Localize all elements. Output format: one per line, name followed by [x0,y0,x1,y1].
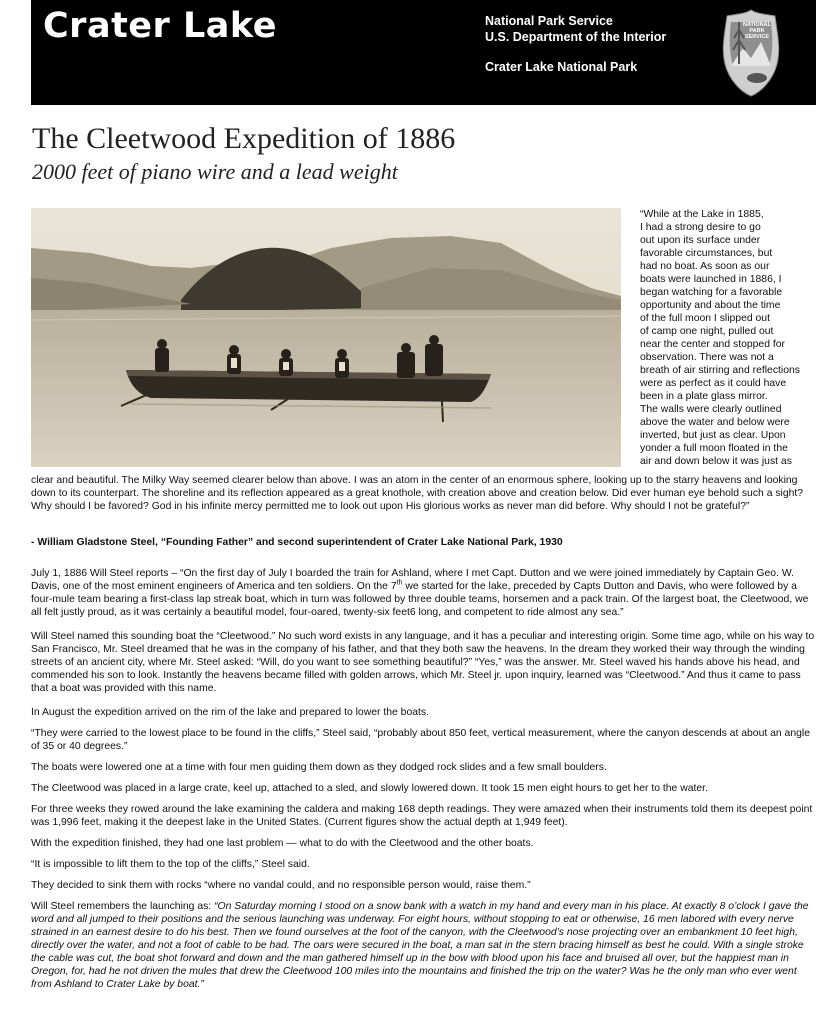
quote-line: above the water and below were [640,417,790,428]
quote-line: began watching for a favorable [640,287,783,298]
quote-line: near the center and stopped for [640,339,785,350]
quote-line: breath of air stirring and reflections [640,365,800,376]
paragraph-text: July 1, 1886 Will Steel reports – “On the first day of July I boarded the train for Ashland, where I met Capt. Dutton and we were joined immediately by Captain Geo. W. Davis, one of the most eminent engineers of America and ten soldiers. On the 7 [31,568,794,592]
unit-name: Crater Lake National Park [485,60,638,74]
paragraph-launching [31,900,819,991]
quote-attribution: - William Gladstone Steel, “Founding Father” and second superintendent of Crater Lake National Park, 1930 [31,537,563,548]
logo-text-3: SERVICE [744,34,770,40]
quote-side-column [640,208,818,468]
expedition-photo [31,208,621,467]
paragraph-depth: For three weeks they rowed around the lake examining the caldera and making 168 depth readings. They were amazed when their instruments told them its deepest point was 1,996 feet, making it the deepest lake in the United States. (Current figures show the actual depth at 1,949 feet). [31,804,813,828]
quote-line: opportunity and about the time [640,300,781,311]
article-title: The Cleetwood Expedition of 1886 [32,122,456,155]
paragraph-impossible: “It is impossible to lift them to the top of the cliffs,” Steel said. [31,859,310,870]
article-body [31,567,819,999]
quote-line: out upon its surface under [640,235,761,246]
paragraph-text: we started for the lake, preceded by Capts Dutton and Davis, who were followed by a four-mule team bearing a first-class lap streak boat, which in turn was followed by three double teams, horsemen and a pack train. Of the largest boat, the Cleetwood, we all felt justly proud, as it was certainly a beautiful model, four-oared, twenty-six feet6 long, and competent to ride almost any sea.” [31,581,809,618]
quote-line: boats were launched in 1886, I [640,274,782,285]
park-name: Crater Lake [43,6,277,46]
quote-line: been in a plate glass mirror. [640,391,768,402]
quote-line: favorable circumstances, but [640,248,773,259]
quote-line: were as perfect as it could have [640,378,787,389]
paragraph-arrival: In August the expedition arrived on the rim of the lake and prepared to lower the boats. [31,707,429,718]
quote-line: air and down below it was just as [640,456,792,467]
quote-line: “While at the Lake in 1885, [640,209,764,220]
paragraph-lowering: The boats were lowered one at a time with four men guiding them down as they dodged rock slides and a few small boulders. [31,762,607,773]
quote-line: of the full moon I slipped out [640,313,770,324]
paragraph-sink: They decided to sink them with rocks “where no vandal could, and no responsible person would, raise them.” [31,880,531,891]
superscript: th [396,579,403,587]
paragraph-train [31,567,819,619]
quote-line: The walls were clearly outlined [640,404,782,415]
launch-quote: “On Saturday morning I stood on a snow bank with a watch in my hand and every man in his place. At exactly 8 o’clock I gave the word and all jumped to their positions and the serious launching was underway. For eight hours, without stopping to eat or otherwise, 16 men labored with every nerve strained in an earnest desire to do his best. Then we found ourselves at the foot of the canyon, with the Cleetwood’s nose projecting over an embankment 10 feet high, directly over the water, and not a foot of cable to be had. The oars were secured in the boat, a man sat in the stern bracing himself as best he could. With a single stroke the cable was cut, the boat shot forward and down and the man gathered himself up in the bow with blood upon his face and bruised all over, but the happiest man in Oregon, for, had he not driven the mules that drew the Cleetwood 100 miles into the mountains and finished the trip on the water? Was he the only man who ever went from Ashland to Crater Lake by boat.” [31,901,809,990]
quote-continued: clear and beautiful. The Milky Way seemed clearer below than above. I was an atom in the center of an enormous sphere, looking up to the starry heavens and looking down to its counterpart. The shoreline and its reflection appeared as a great knothole, with creation above and creation below. Did ever human eye behold such a sight? Why should I be favored? God in his infinite mercy permitted me to look out upon His glorious works as never man did before. Why should I not be grateful?” [31,475,804,512]
quote-line: inverted, but just as clear. Upon [640,430,786,441]
quote-line: had no boat. As soon as our [640,261,770,272]
quote-line: I had a strong desire to go [640,222,761,233]
paragraph-problem: With the expedition finished, they had one last problem — what to do with the Cleetwood and the other boats. [31,838,534,849]
agency-line-1: National Park Service [485,14,613,28]
logo-text-1: NATIONAL [742,22,772,28]
nps-arrowhead-logo [719,8,783,98]
agency-line-2: U.S. Department of the Interior [485,30,667,44]
logo-text-2: PARK [749,28,765,34]
paragraph-text: Will Steel remembers the launching as: [31,901,215,912]
agency-block [485,13,666,45]
paragraph-naming: Will Steel named this sounding boat the “Cleetwood.” No such word exists in any language, and it has a peculiar and interesting origin. Some time ago, while on his way to San Francisco, Mr. Steel dreamed that he was in the company of his father, and that they both saw the heavens. In the dream they worked their way through the winding streets of an ancient city, where Mr. Steel asked: “Will, do you want to see something beautiful?” “Yes,” was the answer. Mr. Steel waved his hands above his head, and commended his son to look. Instantly the heavens became filled with golden arrows, which Mr. Steel jr. upon inquiry, learned was “Cleetwood.” And thus it came to pass that a boat was provided with this name. [31,631,815,694]
header-banner [31,0,816,105]
quote-line: of camp one night, pulled out [640,326,774,337]
quote-line: yonder a full moon floated in the [640,443,788,454]
paragraph-crate: The Cleetwood was placed in a large crate, keel up, attached to a sled, and slowly lowered down. It took 15 men eight hours to get her to the water. [31,783,708,794]
quote-line: observation. There was not a [640,352,774,363]
paragraph-cliffs: “They were carried to the lowest place to be found in the cliffs,” Steel said, “probably about 850 feet, vertical measurement, where the canyon descends at about an angle of 35 or 40 degrees.” [31,728,810,752]
article-subtitle: 2000 feet of piano wire and a lead weight [32,159,398,184]
